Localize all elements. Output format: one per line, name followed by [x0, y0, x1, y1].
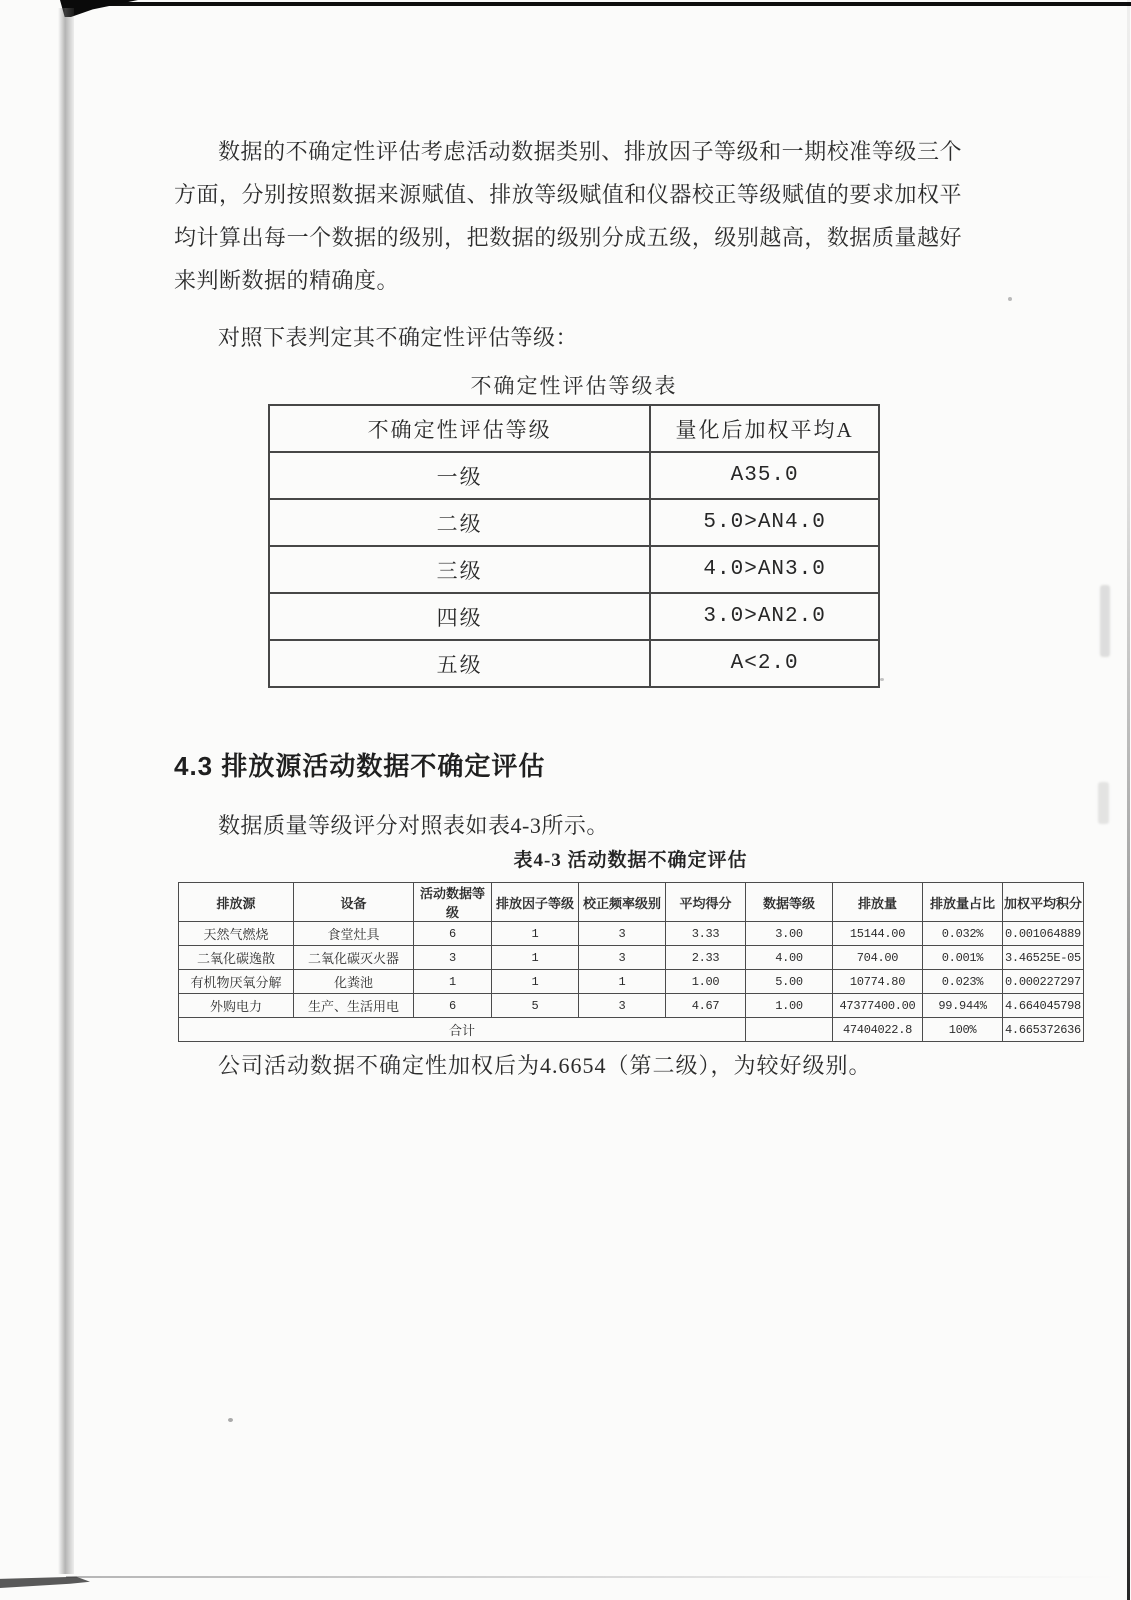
table2-cell: 47377400.00 [833, 994, 923, 1018]
table1-cell: 一级 [269, 452, 650, 499]
table-row [179, 946, 1084, 970]
table2-header-avg-score: 平均得分 [666, 883, 746, 922]
scan-binding-shadow-strip [58, 8, 74, 1574]
table-total-row [179, 1018, 1084, 1042]
table2-cell: 化粪池 [294, 970, 414, 994]
table2-cell: 6 [414, 922, 492, 946]
table2-cell: 1 [579, 970, 666, 994]
table2-cell: 3 [579, 946, 666, 970]
table1-header-weighted-a: 量化后加权平均A [650, 405, 879, 452]
table2-cell: 2.33 [666, 946, 746, 970]
table1-title: 不确定性评估等级表 [470, 374, 678, 398]
table2-header-emission: 排放量 [833, 883, 923, 922]
table2-cell: 生产、生活用电 [294, 994, 414, 1018]
scan-top-edge-line [68, 2, 1131, 6]
table-row [269, 546, 879, 593]
table2-cell: 0.001% [923, 946, 1003, 970]
table1-cell: 四级 [269, 593, 650, 640]
paragraph-uncertainty-method: 数据的不确定性评估考虑活动数据类别、排放因子等级和一期校准等级三个方面，分别按照数据来源赋值、排放等级赋值和仪器校正等级赋值的要求加权平均计算出每一个数据的级别，把数据的级别分成五级，级别越高，数据质量越好来判断数据的精确度。 [174, 139, 962, 293]
table2-cell: 0.000227297 [1003, 970, 1084, 994]
table1-cell: A35.0 [650, 452, 879, 499]
table2-cell: 5 [492, 994, 579, 1018]
table2-cell: 1.00 [746, 994, 833, 1018]
table2-header-weighted-score: 加权平均积分 [1003, 883, 1084, 922]
table2-header-source: 排放源 [179, 883, 294, 922]
table2-cell: 3 [579, 922, 666, 946]
scan-speck [880, 678, 884, 681]
table1-cell: 3.0>AN2.0 [650, 593, 879, 640]
section-heading: 4.3 排放源活动数据不确定评估 [174, 751, 546, 781]
paragraph-conclusion: 公司活动数据不确定性加权后为4.6654（第二级），为较好级别。 [218, 1053, 872, 1078]
table2-cell: 0.023% [923, 970, 1003, 994]
table-row [179, 970, 1084, 994]
table2-cell: 4.00 [746, 946, 833, 970]
table2-cell: 704.00 [833, 946, 923, 970]
table2-cell: 3 [579, 994, 666, 1018]
table2-cell: 99.944% [923, 994, 1003, 1018]
table2-cell: 3.00 [746, 922, 833, 946]
table-row [269, 593, 879, 640]
table2-caption: 表4-3 活动数据不确定评估 [513, 850, 748, 871]
table2-header-emission-share: 排放量占比 [923, 883, 1003, 922]
table2-cell: 食堂灶具 [294, 922, 414, 946]
table-row [179, 922, 1084, 946]
table1-cell: A<2.0 [650, 640, 879, 687]
table2-empty-cell [746, 1018, 833, 1042]
table1-header-grade: 不确定性评估等级 [269, 405, 650, 452]
table2-cell: 15144.00 [833, 922, 923, 946]
table2-cell: 3.46525E-05 [1003, 946, 1084, 970]
table2-cell: 1.00 [666, 970, 746, 994]
table2-cell: 0.032% [923, 922, 1003, 946]
table2-cell: 二氧化碳逸散 [179, 946, 294, 970]
table2-cell: 1 [414, 970, 492, 994]
scan-bleedthrough-mark [1098, 782, 1109, 824]
scan-speck [1008, 297, 1012, 301]
table2-cell: 有机物厌氧分解 [179, 970, 294, 994]
table2-header-data-grade: 数据等级 [746, 883, 833, 922]
table2-total-label: 合计 [179, 1018, 746, 1042]
paragraph-table43-reference: 数据质量等级评分对照表如表4-3所示。 [218, 813, 609, 838]
paragraph-table-reference: 对照下表判定其不确定性评估等级： [218, 325, 579, 350]
table2-cell: 3 [414, 946, 492, 970]
table2-header-calibration-grade: 校正频率级别 [579, 883, 666, 922]
table2-cell: 1 [492, 922, 579, 946]
table2-header-activity-grade: 活动数据等级 [414, 883, 492, 922]
table2-cell: 1 [492, 970, 579, 994]
table2-cell: 3.33 [666, 922, 746, 946]
table1-cell: 二级 [269, 499, 650, 546]
table2-cell: 10774.80 [833, 970, 923, 994]
scan-bleedthrough-mark [1100, 585, 1110, 657]
table1-cell: 5.0>AN4.0 [650, 499, 879, 546]
table2-cell: 天然气燃烧 [179, 922, 294, 946]
scan-bottom-edge-line [66, 1576, 1116, 1578]
table2-cell: 二氧化碳灭火器 [294, 946, 414, 970]
table2-cell: 0.001064889 [1003, 922, 1084, 946]
table1-cell: 三级 [269, 546, 650, 593]
table2-cell: 外购电力 [179, 994, 294, 1018]
table2-total-emission: 47404022.8 [833, 1018, 923, 1042]
table-header-row [269, 405, 879, 452]
scan-right-edge-line [1127, 0, 1130, 1600]
table-row [269, 499, 879, 546]
table2-header-factor-grade: 排放因子等级 [492, 883, 579, 922]
table2-cell: 6 [414, 994, 492, 1018]
table-row [269, 640, 879, 687]
table2-cell: 4.664045798 [1003, 994, 1084, 1018]
table2-header-equipment: 设备 [294, 883, 414, 922]
table-row [179, 994, 1084, 1018]
table2-cell: 4.67 [666, 994, 746, 1018]
table-row [269, 452, 879, 499]
table1-cell: 4.0>AN3.0 [650, 546, 879, 593]
table2-cell: 1 [492, 946, 579, 970]
table1-cell: 五级 [269, 640, 650, 687]
table-header-row [179, 883, 1084, 922]
uncertainty-grade-table [268, 404, 880, 688]
activity-data-uncertainty-table [178, 882, 1084, 1042]
scan-speck [228, 1418, 233, 1422]
table2-total-weighted: 4.665372636 [1003, 1018, 1084, 1042]
table2-cell: 5.00 [746, 970, 833, 994]
table2-total-share: 100% [923, 1018, 1003, 1042]
